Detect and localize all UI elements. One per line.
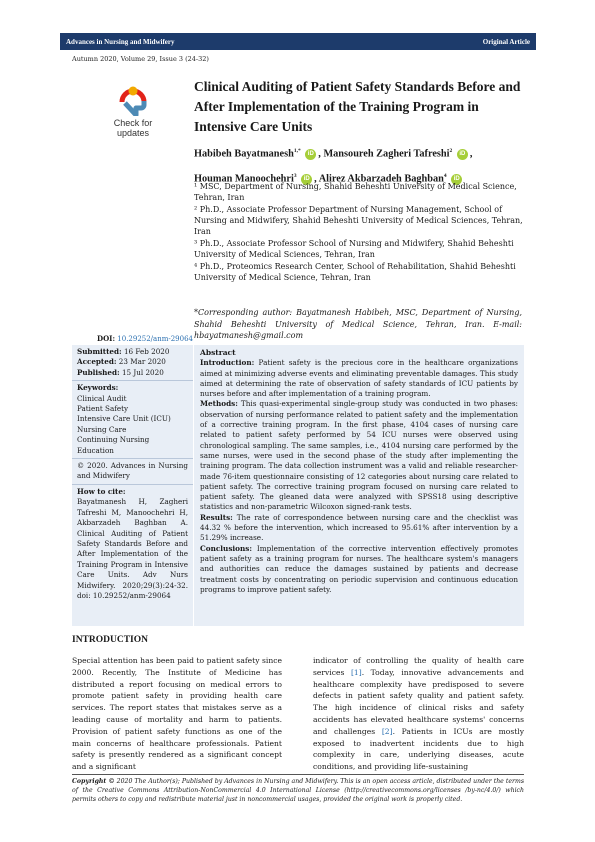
keyword: Clinical Audit [77, 393, 127, 403]
article-info-sidebar [72, 345, 193, 626]
check-for-updates-label: Check for updates [113, 118, 153, 138]
introduction-column-right: indicator of controlling the quality of health care services [1]. Today, innovative advancements and healthcare complexity have predisposed to severe defects in patient safety quality and patient safety. The high incidence of clinical risks and safety accidents has elevated healthcare systems' concerns and challenges [2]. Patients in ICUs are mostly exposed to inadvertent incidents due to high complexity in care, underlying diseases, acute conditions, and providing life-sustaining [313, 656, 525, 772]
affiliation-4: ⁴ Ph.D., Proteomics Research Center, School of Rehabilitation, Shahid Beheshti University of Medical Science, Tehran, Iran [194, 261, 516, 282]
issue-info: Autumn 2020, Volume 29, Issue 3 (24-32) [72, 55, 209, 63]
reference-link[interactable]: [1] [350, 667, 362, 677]
keyword: Patient Safety [77, 404, 129, 414]
journal-name: Advances in Nursing and Midwifery [66, 37, 175, 46]
affiliation-1: ¹ MSC, Department of Nursing, Shahid Beheshti University of Medical Science, Tehran, Iran [194, 182, 517, 203]
orcid-icon[interactable]: iD [305, 149, 316, 160]
check-for-updates-icon [116, 82, 150, 116]
abstract-box [194, 345, 524, 626]
abstract-title: Abstract [200, 348, 236, 357]
author-2: , Mansoureh Zagheri Tafreshi [318, 148, 450, 160]
citation-text: Bayatmanesh H, Zagheri Tafreshi M, Manoochehri H, Akbarzadeh Baghban A. Clinical Auditing of Patient Safety Standards Before and After Implementation of the Training Program in Intensive Care Units. Adv Nurs Midwifery. 2020;29(3):24-32. doi: 10.29252/anm-29064 [77, 497, 188, 600]
copyright-block: © 2020. Advances in Nursing and Midwifery [72, 459, 193, 485]
check-for-updates-badge[interactable] [104, 82, 162, 138]
doi-link[interactable]: 10.29252/anm-29064 [117, 335, 193, 343]
article-type: Original Article [482, 37, 530, 46]
dates-block: Submitted: 16 Feb 2020 Accepted: 23 Mar 2020 Published: 15 Jul 2020 [72, 345, 193, 381]
introduction-column-left: Special attention has been paid to patient safety since 2000. Recently, The Institute of Medicine has distributed a report focusing on medical errors to promote patient safety in providing health care services. The report states that mistakes serve as a leading cause of mortality and harm to patients. Provision of patient safety functions as one of the main concerns of healthcare professionals. Patient safety is presently rendered as a significant concept and a significant [72, 656, 282, 772]
affiliation-2: ² Ph.D., Associate Professor Department of Nursing Management, School of Nursing and Midwifery, Shahid Beheshti University of Medical Sciences, Tehran, Iran [194, 204, 523, 237]
how-to-cite-block: How to cite: Bayatmanesh H, Zagheri Tafreshi M, Manoochehri H, Akbarzadeh Baghban A. Clinical Auditing of Patient Safety Standards Before and After Implementation of the Training Program in Intensive Care Units. Adv Nurs Midwifery. 2020;29(3):24-32. doi: 10.29252/anm-29064 [77, 486, 188, 600]
author-1: Habibeh Bayatmanesh [194, 148, 294, 160]
keyword: Continuing Nursing Education [77, 435, 150, 455]
article-title: Clinical Auditing of Patient Safety Standards Before and After Implementation of the Training Program in Intensive Care Units [194, 79, 521, 134]
author-4: , Alirez Akbarzadeh Baghban [314, 173, 444, 185]
introduction-heading: INTRODUCTION [72, 635, 149, 645]
keywords-block: Keywords: Clinical Audit Patient Safety Intensive Care Unit (ICU) Nursing Care Continuing Nursing Education [72, 381, 193, 459]
corresponding-author: *Corresponding author: Bayatmanesh Habibeh, MSC, Department of Nursing, Shahid Beheshti University of Medical Science, Tehran, Iran. E-mail: hbayatmanesh@gmail.com [194, 308, 522, 340]
orcid-icon[interactable]: iD [301, 174, 312, 185]
author-3: Houman Manoochehri [194, 173, 294, 185]
abstract-conclusions: Conclusions: Implementation of the corrective intervention effectively promotes patient safety as a training program for nurses. The healthcare system's managers and authorities can reduce the damages sustained by patients and decrease treatment costs by concentrating on periodic supervision and continuous education programs to improve patient safety. [200, 543, 519, 594]
keyword: Nursing Care [77, 424, 127, 434]
copyright-footer: Copyright © 2020 The Author(s); Published by Advances in Nursing and Midwifery. This is an open access article, distributed under the terms of the Creative Commons Attribution-NonCommercial 4.0 International License (http://creativecommons.org/licenses /by-nc/4.0/) which permits others to copy and redistribute material just in noncommercial usages, provided the original work is properly cited. [72, 778, 524, 803]
journal-header-bar [60, 33, 536, 50]
submitted-date: 16 Feb 2020 [123, 347, 170, 356]
orcid-icon[interactable]: iD [451, 174, 462, 185]
keyword: Intensive Care Unit (ICU) [77, 414, 171, 424]
orcid-icon[interactable]: iD [457, 149, 468, 160]
reference-link[interactable]: [2] [381, 726, 393, 736]
abstract-results: Results: The rate of correspondence between nursing care and the checklist was 44.32 % before the intervention, which increased to 95.61% after intervention by a 51.29% increase. [200, 512, 518, 543]
doi-line: DOI: 10.29252/anm-29064 [97, 334, 193, 343]
footer-divider [72, 774, 524, 775]
affiliation-3: ³ Ph.D., Associate Professor School of Nursing and Midwifery, Shahid Beheshti University of Medical Sciences, Tehran, Iran [194, 238, 514, 260]
accepted-date: 23 Mar 2020 [118, 357, 166, 367]
published-date: 15 Jul 2020 [121, 367, 164, 377]
abstract-methods: Methods: This quasi-experimental single-group study was conducted in two phases: observation of nursing performance related to patient safety and the implementation of a corrective training program. In the first phase, 4104 cases of nursing care related to patient safety performed by 54 ICU nurses were observed using chronological sampling. The same samples, i.e., 4104 nursing care performed by the same nurses, were used in the second phase of the study after implementing the training program. The data collection instrument was a valid and reliable researcher-made 76-item questionnaire consisting of 12 categories about nursing care related to patient safety. The corrective training program focused on nursing care related to patient safety. The gleaned data were analyzed with SPSS18 using descriptive statistics and non-parametric Wilcoxon signed-rank tests. [200, 399, 518, 512]
affiliations [194, 181, 524, 283]
abstract-introduction: Introduction: Patient safety is the precious core in the healthcare organizations aimed at minimizing adverse events and eliminating preventable damages. This study aimed at determining the rate of observation of safety standards of ICU patients by nurses before and after implementation of a training program. [200, 358, 518, 399]
author-list: Habibeh Bayatmanesh$^{1,*}$ iD , Mansoureh Zagheri Tafreshi$^2$ iD , Houman Manoochehri$^3$ iD , Alirez Akbarzadeh Baghban$^4$ iD [194, 148, 473, 185]
